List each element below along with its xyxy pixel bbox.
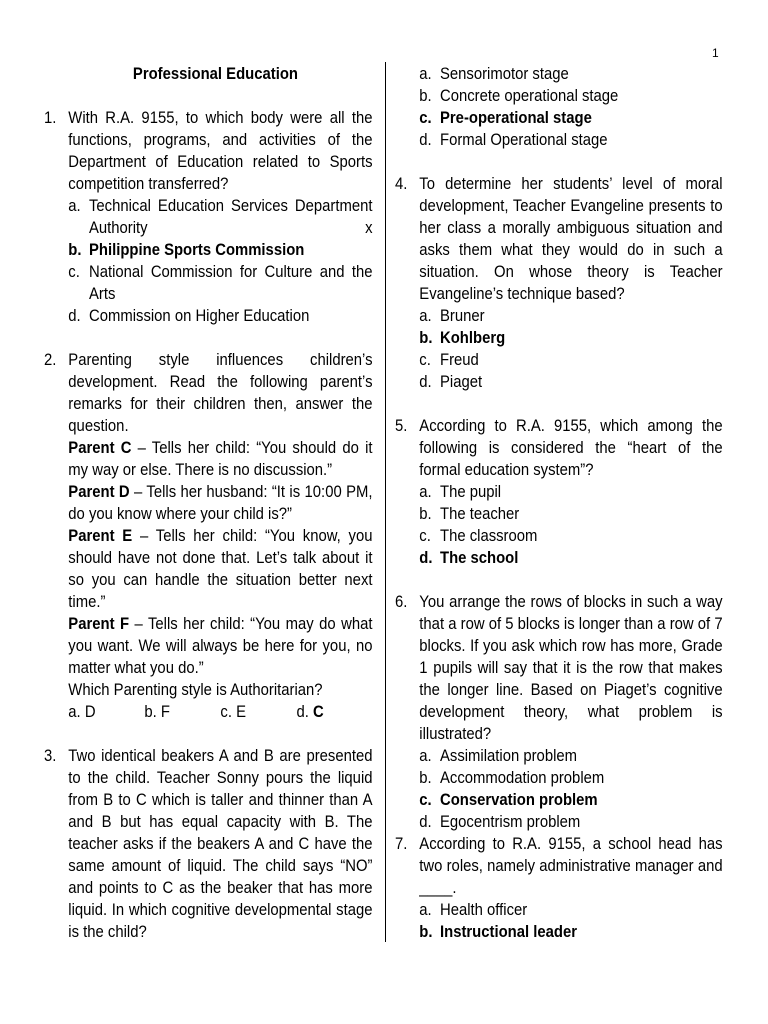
question-6 (395, 591, 723, 833)
option-b-answer: b. Philippine Sports Commission (68, 241, 305, 259)
option-a: a. Health officer (419, 901, 528, 919)
question-7 (395, 833, 723, 943)
question-number: 4. (395, 175, 408, 193)
question-prompt: Which Parenting style is Authoritarian? (68, 681, 323, 699)
question-stem: Parenting style influences children’s development. Read the following parent’s remarks for their children then, answer the question. (68, 351, 373, 435)
page-number: 1 (712, 46, 719, 60)
parent-e-remark: Parent E – Tells her child: “You know, you should have not done that. Let’s talk about it so you can handle the situation better next time.” (68, 527, 373, 611)
question-number: 6. (395, 593, 408, 611)
option-a: a. Assimilation problem (419, 747, 578, 765)
question-4 (395, 173, 723, 393)
option-list (419, 745, 722, 833)
column-divider (385, 62, 386, 942)
question-number: 7. (395, 835, 408, 853)
parent-d-remark: Parent D – Tells her husband: “It is 10:00 PM, do you know where your child is?” (68, 483, 373, 523)
question-stem: Two identical beakers A and B are presented to the child. Teacher Sonny pours the liquid from B to C which is taller and thinner than A and B but has equal capacity with B. The teacher asks if the beakers A and C have the same amount of liquid. The child says “NO” and points to C as the beaker that has more liquid. In which cognitive developmental stage is the child? (68, 747, 373, 941)
option-c: c. Freud (419, 351, 479, 369)
question-stem: You arrange the rows of blocks in such a way that a row of 5 blocks is longer than a row of 7 blocks. If you ask which row has more, Grade 1 pupils will say that it is the row that makes the longer line. Based on Piaget’s cognitive development theory, what problem is illustrated? (419, 593, 723, 743)
option-a: a. Bruner (419, 307, 485, 325)
parent-f-remark: Parent F – Tells her child: “You may do what you want. We will always be here for you, no matter what you do.” (68, 615, 373, 677)
question-3 (44, 745, 373, 943)
option-d: d. Commission on Higher Education (68, 307, 310, 325)
option-c: c. The classroom (419, 527, 538, 545)
option-a: a. Sensorimotor stage (419, 65, 569, 83)
option-b-answer: b. Kohlberg (419, 329, 506, 347)
option-a: a. D (68, 703, 96, 721)
option-d-answer: d. C (296, 703, 324, 721)
document-title: Professional Education (132, 65, 298, 83)
option-c: c. National Commission for Culture and the Arts (68, 263, 373, 303)
option-b-answer: b. Instructional leader (419, 923, 577, 941)
option-b: b. Accommodation problem (419, 769, 605, 787)
question-number: 5. (395, 417, 408, 435)
question-5 (395, 415, 723, 569)
question-1 (44, 107, 373, 327)
left-column (44, 63, 373, 943)
option-d-answer: d. The school (419, 549, 519, 567)
question-number: 2. (44, 351, 57, 369)
question-2 (44, 349, 373, 723)
option-d: d. Egocentrism problem (419, 813, 581, 831)
option-list (419, 481, 722, 569)
option-d: d. Piaget (419, 373, 483, 391)
option-list (419, 63, 722, 151)
option-a: a. Technical Education Services Department Authority x (68, 197, 373, 237)
parent-c-remark: Parent C – Tells her child: “You should do it my way or else. There is no discussion.” (68, 439, 373, 479)
question-stem: To determine her students’ level of moral development, Teacher Evangeline presents to her class a morally ambiguous situation and asks them what they would do in such a situation. On whose theory is Teacher Evangeline’s technique based? (419, 175, 723, 303)
question-stem: With R.A. 9155, to which body were all the functions, programs, and activities of the Department of Education related to Sports competition transferred? (68, 109, 373, 193)
question-number: 3. (44, 747, 57, 765)
option-list (68, 195, 372, 327)
right-column (395, 63, 723, 943)
option-d: d. Formal Operational stage (419, 131, 608, 149)
option-row (68, 701, 372, 723)
option-b: b. Concrete operational stage (419, 87, 619, 105)
option-b: b. The teacher (419, 505, 520, 523)
question-3-options (395, 63, 723, 151)
option-c-answer: c. Pre-operational stage (419, 109, 592, 127)
option-c-answer: c. Conservation problem (419, 791, 598, 809)
option-list (419, 305, 722, 393)
question-stem: According to R.A. 9155, which among the following is considered the “heart of the formal education system”? (419, 417, 723, 479)
question-stem: According to R.A. 9155, a school head has two roles, namely administrative manager and ____. (419, 835, 723, 897)
option-c: c. E (220, 703, 247, 721)
option-list (419, 899, 722, 943)
option-b: b. F (144, 703, 170, 721)
question-number: 1. (44, 109, 57, 127)
option-a: a. The pupil (419, 483, 502, 501)
